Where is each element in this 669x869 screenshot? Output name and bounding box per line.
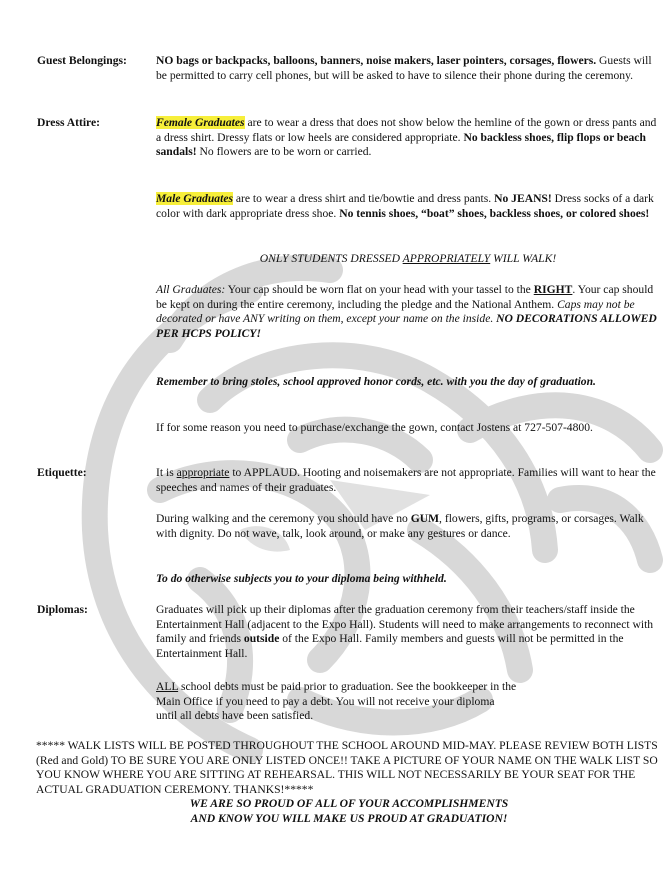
diplomas-debt-line-2: Main Office if you need to pay a debt. You will not receive your diploma [156,694,495,708]
diplomas-p1-a: Graduates will pick up their diplomas after the graduation ceremony from their teachers/staff inside the Entertainment Hall (adjacent to the Expo Hall). Students will need to make arrangements to reconnect with family and friends [156,603,654,646]
etiquette-paragraph-3 [156,572,660,587]
etiquette-p1-b: to APPLAUD. Hooting and noisemakers are not appropriate. Families will want to hear the speeches and names of their graduates. [156,466,656,494]
etiquette-p1-a: It is [156,466,177,479]
only-text-1: ONLY STUDENTS DRESSED [259,252,403,265]
male-graduates-highlight: Male Graduates [156,192,233,205]
all-text-2: . Your cap should be kept on during the entire ceremony, including the pledge and the National Anthem. [156,283,654,311]
female-graduates-highlight: Female Graduates [156,116,245,129]
male-text-2: Dress socks of a dark color with dark appropriate dress shoe. [156,192,654,220]
diplomas-outside: outside [243,632,280,646]
all-graduates-label: All Graduates: [156,283,226,296]
diplomas-debt-line-1: school debts must be paid prior to graduation. See the bookkeeper in the [178,680,517,693]
etiquette-p2-a: During walking and the ceremony you should have no [156,512,411,525]
guest-phone-rule: Guests will be permitted to carry cell phones, but will be asked to have to silence their phone during the ceremony. [156,54,652,82]
female-bold-2: flip flops or beach sandals [156,130,646,159]
guest-prohibited-items: NO bags or backpacks, balloons, banners, noise makers, laser pointers, corsages, flowers. [156,54,597,67]
walk-list-footer [36,739,662,827]
etiquette-gum: GUM [410,512,440,525]
only-text-2: WILL WALK! [490,252,557,265]
all-text-1: Your cap should be worn flat on your head with your tassel to the [225,283,534,296]
only-underlined: APPROPRIATELY [402,252,491,265]
female-text-2: No flowers are to be worn or carried. [196,145,372,159]
only-students-dressed-line [156,252,660,267]
diplomas-paragraph-2 [156,680,660,724]
guest-belongings-text [156,54,660,83]
etiquette-label: Etiquette: [37,466,87,479]
etiquette-paragraph-2 [156,512,660,541]
female-graduates-paragraph [156,116,660,160]
walk-list-notice: ***** WALK LISTS WILL BE POSTED THROUGHOUT THE SCHOOL AROUND MID-MAY. PLEASE REVIEW BOTH LISTS (Red and Gold) TO BE SURE YOU ARE ONLY LISTED ONCE!! TAKE A PICTURE OF YOUR NAME ON THE WALK LIST SO YOU KNOW WHERE YOU ARE SITTING AT REHEARSAL. THIS WILL NOT NECESSARILY BE YOUR SEAT FOR THE ACTUAL GRADUATION CEREMONY. THANKS!***** [36,739,658,796]
diplomas-p1-b: of the Expo Hall. Family members and guests will not be permitted in the Entertainment Hall. [156,632,624,660]
gown-paragraph [156,421,660,436]
all-graduates-paragraph [156,283,660,341]
remember-text: Remember to bring stoles, school approved honor cords, etc. with you the day of graduation. [156,375,596,388]
male-bold-1: No JEANS! [494,192,552,205]
diplomas-debt-line-3: until all debts have been satisfied. [156,709,314,723]
proud-line-2: AND KNOW YOU WILL MAKE US PROUD AT GRADUATION! [190,811,508,825]
guest-belongings-label: Guest Belongings: [37,54,127,67]
all-bold-italic: NO DECORATIONS ALLOWED PER HCPS POLICY! [156,312,657,340]
etiquette-p1-underlined: appropriate [176,466,230,479]
diplomas-label: Diplomas: [37,603,88,616]
proud-line-1: WE ARE SO PROUD OF ALL OF YOUR ACCOMPLISHMENTS [189,797,509,811]
male-bold-2: No tennis shoes, “boat” shoes, backless shoes, or colored shoes! [339,206,650,220]
etiquette-warning: To do otherwise subjects you to your diploma being withheld. [156,572,447,585]
female-bold-1: No backless shoes, [463,130,557,144]
dress-attire-label: Dress Attire: [37,116,100,129]
remember-paragraph [156,375,660,390]
female-text-1: are to wear a dress that does not show below the hemline of the gown or dress pants and a dress shirt. Dressy flats or low heels are considered appropriate. [156,116,657,144]
male-graduates-paragraph [156,192,660,221]
female-bold-3: ! [192,145,197,159]
diplomas-all: ALL [156,680,179,693]
diplomas-paragraph-1 [156,603,660,661]
gown-text: If for some reason you need to purchase/exchange the gown, contact Jostens at 727-507-4800. [156,421,593,434]
all-right: RIGHT [533,283,573,296]
all-italic: Caps may not be decorated or have ANY writing on them, except your name on the inside. [156,297,635,326]
male-text-1: are to wear a dress shirt and tie/bowtie and dress pants. [232,192,495,205]
etiquette-paragraph-1 [156,466,660,495]
etiquette-p2-b: , flowers, gifts, programs, or corsages. Walk with dignity. Do not wave, talk, look around, or make any gestures or dance. [156,512,644,540]
